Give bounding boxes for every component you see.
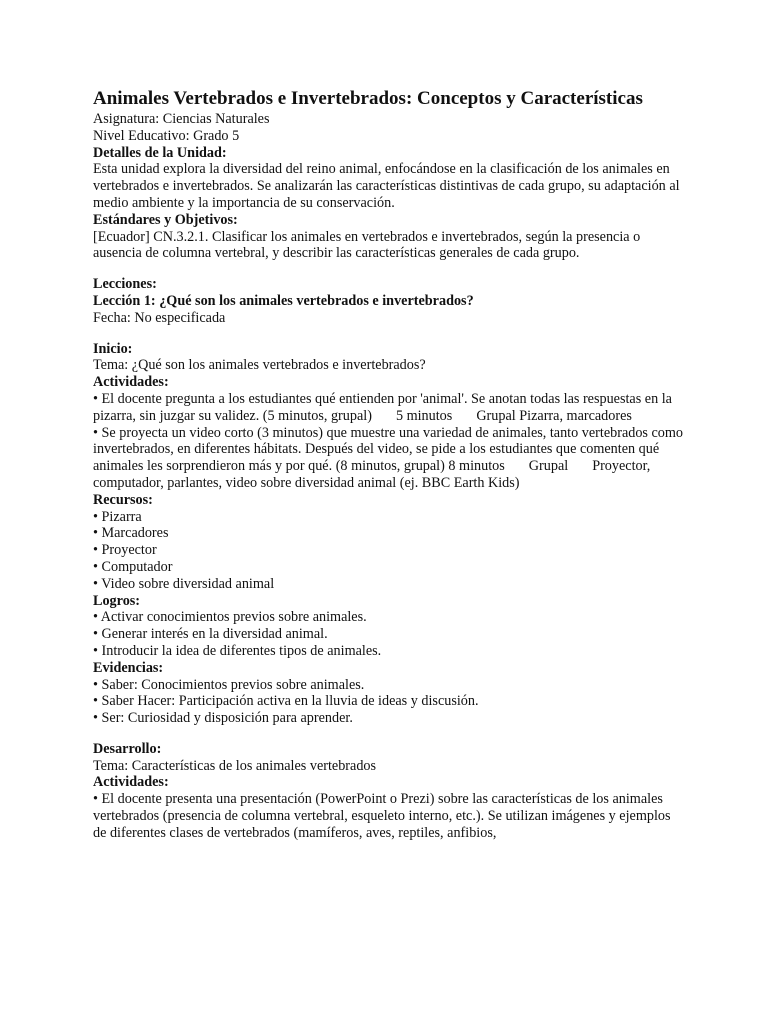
list-item: • Computador [93, 558, 173, 575]
list-item: • Video sobre diversidad animal [93, 575, 275, 592]
inicio-activities-heading: Actividades: [93, 374, 169, 391]
activity-grouping: Grupal [476, 407, 516, 424]
unit-details-heading: Detalles de la Unidad: [93, 144, 227, 161]
achievements-heading: Logros: [93, 592, 141, 609]
resources-heading: Recursos: [93, 491, 153, 508]
inicio-activity-1 [93, 391, 683, 425]
lesson1-title: Lección 1: ¿Qué son los animales vertebrados e invertebrados? [93, 292, 474, 309]
list-item: • Marcadores [93, 525, 169, 542]
list-item: • Proyector [93, 542, 157, 559]
list-item: • Saber: Conocimientos previos sobre animales. [93, 676, 365, 693]
level-line: Nivel Educativo: Grado 5 [93, 127, 240, 144]
list-item: • Ser: Curiosidad y disposición para aprender. [93, 710, 353, 727]
inicio-activity-2 [93, 425, 683, 492]
inicio-heading: Inicio: [93, 340, 133, 357]
list-item: • Activar conocimientos previos sobre animales. [93, 609, 367, 626]
activity-duration: 8 minutos [448, 458, 505, 475]
desarrollo-activities-heading: Actividades: [93, 774, 169, 791]
activity-duration: 5 minutos [395, 407, 453, 424]
inicio-topic: Tema: ¿Qué son los animales vertebrados e invertebrados? [93, 357, 426, 374]
desarrollo-heading: Desarrollo: [93, 740, 162, 757]
spacer [93, 727, 683, 741]
activity-resources: Pizarra, marcadores [519, 407, 632, 424]
standards-text: [Ecuador] CN.3.2.1. Clasificar los animales en vertebrados e invertebrados, según la presencia o ausencia de columna vertebral, y describir las características generales de cada grupo. [93, 228, 641, 262]
document-title: Animales Vertebrados e Invertebrados: Conceptos y Características [93, 88, 643, 109]
subject-line: Asignatura: Ciencias Naturales [93, 111, 270, 127]
lesson1-date: Fecha: No especificada [93, 309, 226, 326]
activity-grouping: Grupal [528, 458, 569, 475]
spacer [93, 327, 683, 341]
desarrollo-activity-1: • El docente presenta una presentación (PowerPoint o Prezi) sobre las características de los animales vertebrados (presencia de columna vertebral, esqueleto interno, etc.). Se utilizan imágenes y ejemplos de diferentes clases de vertebrados (mamíferos, aves, reptiles, anfibios, [93, 791, 671, 841]
unit-details-text: Esta unidad explora la diversidad del reino animal, enfocándose en la clasificación de los animales en vertebrados e invertebrados. Se analizarán las características distintivas de cada grupo, su adaptación al medio ambiente y la importancia de su conservación. [93, 161, 680, 211]
list-item: • Introducir la idea de diferentes tipos de animales. [93, 642, 382, 659]
desarrollo-topic: Tema: Características de los animales vertebrados [93, 757, 377, 774]
document-page [93, 88, 683, 842]
standards-heading: Estándares y Objetivos: [93, 211, 238, 228]
activity-text: • El docente pregunta a los estudiantes qué entienden por 'animal'. Se anotan todas las respuestas en la pizarra, sin juzgar su validez. (5 minutos, grupal) [93, 390, 672, 424]
activity-resources: Proyector, computador, parlantes, video sobre diversidad animal (ej. BBC Earth Kids) [93, 458, 651, 491]
list-item: • Saber Hacer: Participación activa en la lluvia de ideas y discusión. [93, 693, 479, 710]
list-item: • Pizarra [93, 508, 142, 525]
lessons-heading: Lecciones: [93, 276, 157, 293]
spacer [93, 262, 683, 276]
activity-text: • Se proyecta un video corto (3 minutos) que muestre una variedad de animales, tanto vertebrados como invertebrados, en diferentes hábitats. Después del video, se pide a los estudiantes que comenten qué animales les sorprendieron más y por qué. (8 minutos, grupal) [93, 424, 684, 475]
evidence-heading: Evidencias: [93, 659, 164, 676]
list-item: • Generar interés en la diversidad animal. [93, 626, 328, 643]
